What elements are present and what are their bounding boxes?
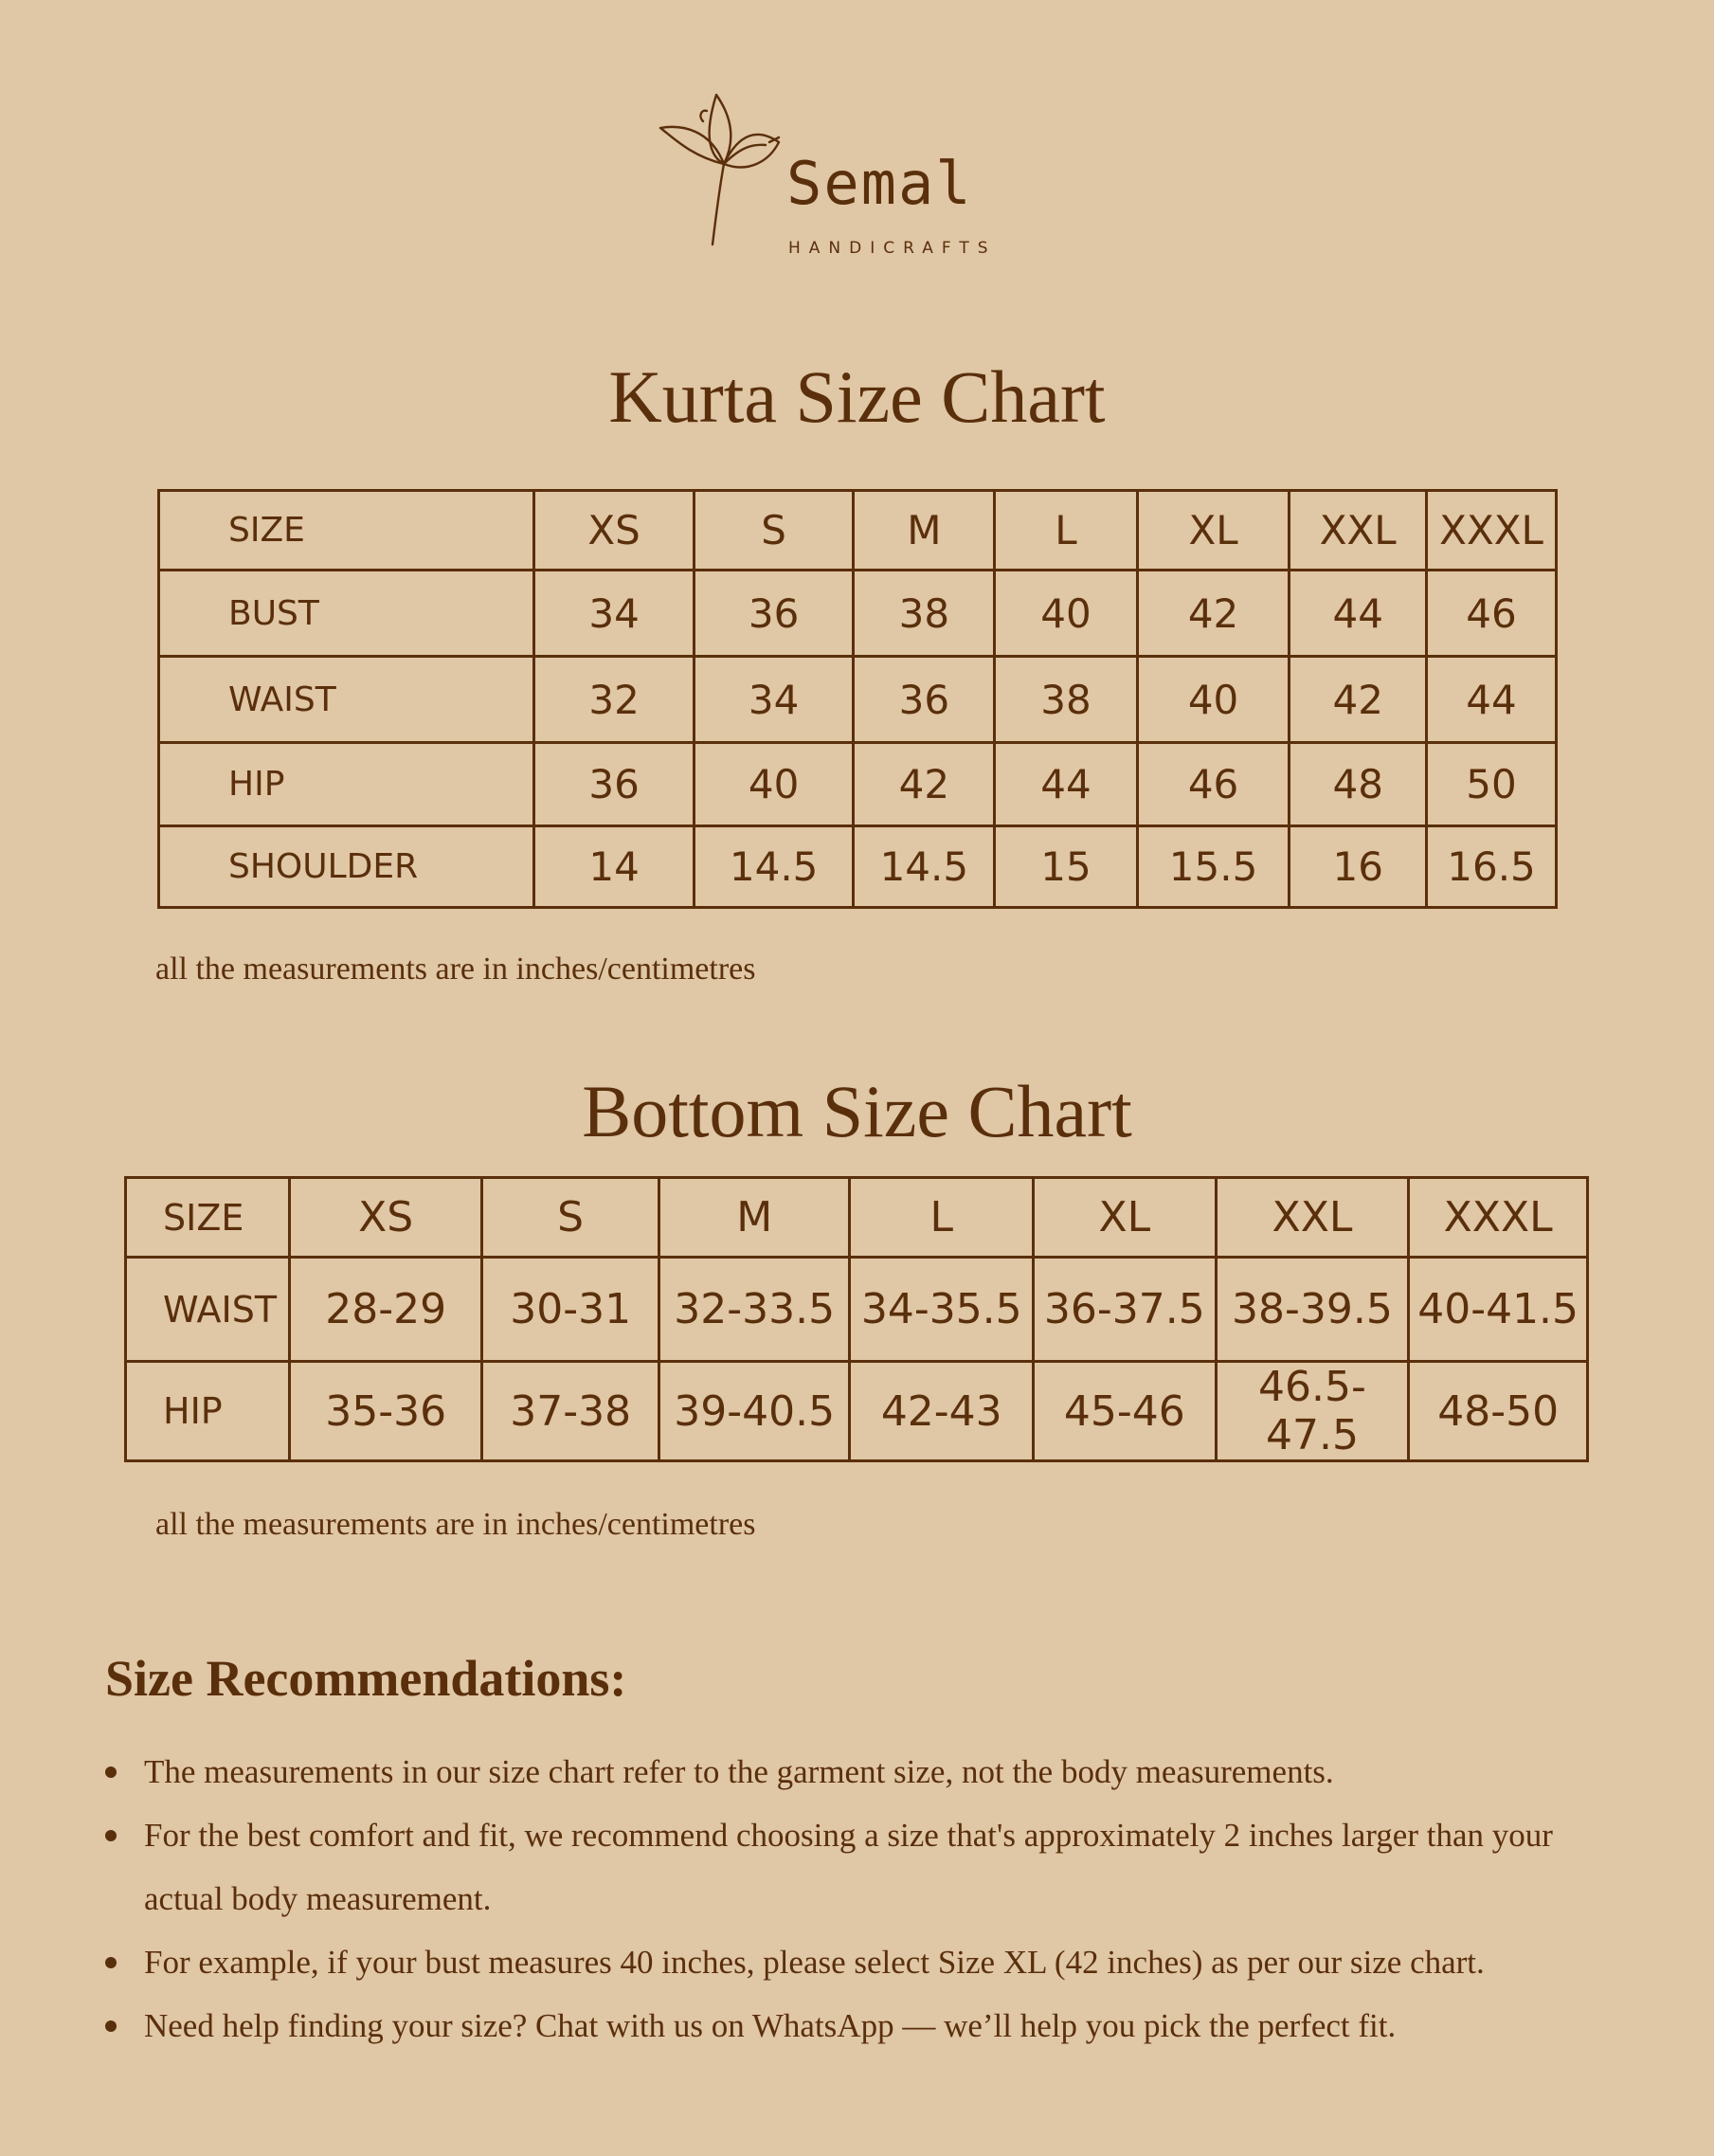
table-cell: 44: [1290, 571, 1427, 657]
table-row: [159, 743, 1557, 826]
table-cell: 40: [995, 571, 1138, 657]
table-cell: 38: [854, 571, 995, 657]
bullet-icon: [105, 1957, 117, 1968]
bullet-icon: [105, 1766, 117, 1778]
recommendations-list: [105, 1740, 1640, 2057]
header-cell: S: [694, 491, 854, 571]
row-label: HIP: [126, 1362, 290, 1461]
brand-tagline: HANDICRAFTS: [788, 239, 997, 258]
table-cell: 45-46: [1034, 1362, 1217, 1461]
table-cell: 14.5: [694, 826, 854, 908]
bottom-size-table: [124, 1176, 1589, 1462]
table-cell: 42: [854, 743, 995, 826]
table-cell: 15.5: [1137, 826, 1290, 908]
header-cell: M: [659, 1178, 850, 1258]
table-cell: 48-50: [1409, 1362, 1588, 1461]
table-cell: 16: [1290, 826, 1427, 908]
table-cell: 36-37.5: [1034, 1258, 1217, 1362]
table-cell: 36: [854, 657, 995, 743]
header-cell: SIZE: [159, 491, 534, 571]
table-cell: 50: [1427, 743, 1557, 826]
header-cell: XS: [534, 491, 694, 571]
row-label: HIP: [159, 743, 534, 826]
kurta-chart-title: Kurta Size Chart: [608, 355, 1106, 438]
table-cell: 40-41.5: [1409, 1258, 1588, 1362]
table-cell: 34: [694, 657, 854, 743]
table-cell: 48: [1290, 743, 1427, 826]
table-cell: 34: [534, 571, 694, 657]
row-label: WAIST: [126, 1258, 290, 1362]
header-cell: XXXL: [1409, 1178, 1588, 1258]
list-item-text: For example, if your bust measures 40 inches, please select Size XL (42 inches) as per our size chart.: [144, 1944, 1485, 1981]
table-row: [126, 1258, 1588, 1362]
table-cell: 42: [1137, 571, 1290, 657]
table-row: [159, 657, 1557, 743]
table-cell: 46: [1427, 571, 1557, 657]
header-cell: XXXL: [1427, 491, 1557, 571]
header-cell: XL: [1034, 1178, 1217, 1258]
header-cell: L: [995, 491, 1138, 571]
kurta-size-table: [157, 489, 1558, 909]
table-cell: 32-33.5: [659, 1258, 850, 1362]
row-label: BUST: [159, 571, 534, 657]
table-cell: 36: [694, 571, 854, 657]
table-cell: 44: [1427, 657, 1557, 743]
bottom-measurement-note: all the measurements are in inches/centimetres: [155, 1507, 756, 1542]
table-cell: 16.5: [1427, 826, 1557, 908]
header-cell: L: [850, 1178, 1034, 1258]
table-cell: 38-39.5: [1216, 1258, 1409, 1362]
list-item-text: For the best comfort and fit, we recommend choosing a size that's approximately 2 inches larger than your actual body measurement.: [144, 1817, 1553, 1917]
table-cell: 38: [995, 657, 1138, 743]
table-header-row: [159, 491, 1557, 571]
table-cell: 42: [1290, 657, 1427, 743]
table-cell: 30-31: [482, 1258, 659, 1362]
table-cell: 32: [534, 657, 694, 743]
header-cell: SIZE: [126, 1178, 290, 1258]
table-cell: 36: [534, 743, 694, 826]
table-cell: 39-40.5: [659, 1362, 850, 1461]
table-cell: 37-38: [482, 1362, 659, 1461]
header-cell: XXL: [1290, 491, 1427, 571]
bullet-icon: [105, 1830, 117, 1841]
table-row: [126, 1362, 1588, 1461]
table-cell: 28-29: [289, 1258, 481, 1362]
table-row: [159, 826, 1557, 908]
table-cell: 34-35.5: [850, 1258, 1034, 1362]
list-item: [105, 1803, 1640, 1930]
table-header-row: [126, 1178, 1588, 1258]
bullet-icon: [105, 2020, 117, 2032]
header-cell: XS: [289, 1178, 481, 1258]
kurta-measurement-note: all the measurements are in inches/centimetres: [155, 951, 756, 987]
list-item: [105, 1930, 1640, 1994]
list-item-text: The measurements in our size chart refer to the garment size, not the body measurements.: [144, 1753, 1334, 1790]
table-cell: 14: [534, 826, 694, 908]
table-cell: 40: [694, 743, 854, 826]
brand-name: Semal: [786, 149, 973, 218]
header-cell: XL: [1137, 491, 1290, 571]
table-cell: 42-43: [850, 1362, 1034, 1461]
flower-logo-icon: [654, 90, 786, 261]
table-cell: 15: [995, 826, 1138, 908]
table-cell: 14.5: [854, 826, 995, 908]
header-cell: M: [854, 491, 995, 571]
brand-logo: [654, 90, 1052, 270]
table-cell: 44: [995, 743, 1138, 826]
header-cell: XXL: [1216, 1178, 1409, 1258]
row-label: WAIST: [159, 657, 534, 743]
row-label: SHOULDER: [159, 826, 534, 908]
table-cell: 46.5-47.5: [1216, 1362, 1409, 1461]
bottom-chart-title: Bottom Size Chart: [582, 1070, 1132, 1152]
table-cell: 46: [1137, 743, 1290, 826]
header-cell: S: [482, 1178, 659, 1258]
list-item: [105, 1740, 1640, 1803]
list-item-text: Need help finding your size? Chat with us on WhatsApp — we’ll help you pick the perfect fit.: [144, 2007, 1397, 2044]
table-cell: 40: [1137, 657, 1290, 743]
table-cell: 35-36: [289, 1362, 481, 1461]
list-item: [105, 1994, 1640, 2057]
table-row: [159, 571, 1557, 657]
recommendations-title: Size Recommendations:: [105, 1650, 627, 1707]
